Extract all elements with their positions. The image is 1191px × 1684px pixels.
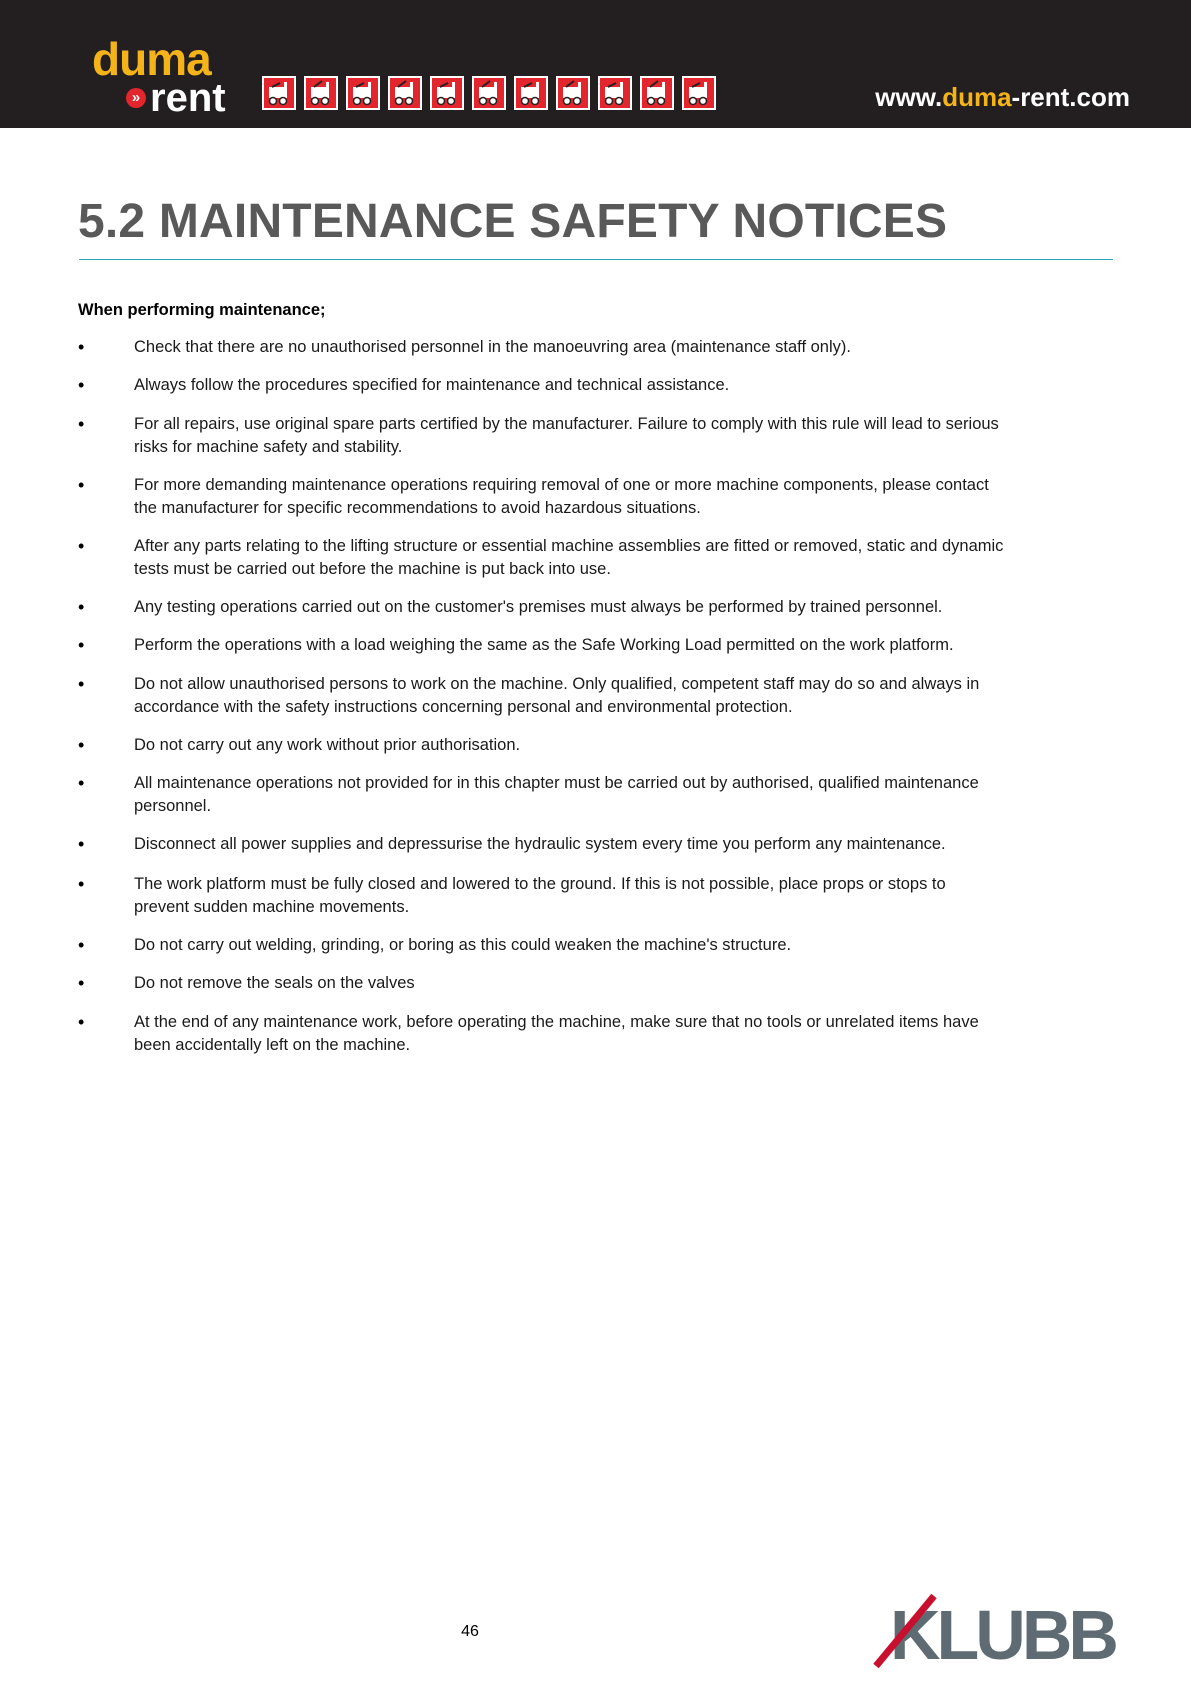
notice-line: the manufacturer for specific recommendations to avoid hazardous situations. <box>134 499 701 517</box>
notice-line: The work platform must be fully closed and lowered to the ground. If this is not possible, place props or stops to <box>134 875 946 893</box>
logo-duma-text: duma <box>92 33 211 85</box>
klubb-slash-icon <box>872 1594 952 1670</box>
logo-rent-row <box>126 78 326 118</box>
notice-line: tests must be carried out before the machine is put back into use. <box>134 560 611 578</box>
notice-text <box>134 634 1114 657</box>
notice-line: For all repairs, use original spare parts certified by the manufacturer. Failure to comply with this rule will lead to serious <box>134 415 999 433</box>
website-prefix: www. <box>875 82 943 112</box>
bullet-icon: • <box>78 773 85 793</box>
forklift-icon <box>262 76 296 110</box>
notice-line: been accidentally left on the machine. <box>134 1036 411 1054</box>
bullet-icon: • <box>78 475 85 495</box>
notice-text <box>134 374 1114 397</box>
bullet-icon: • <box>78 1012 85 1032</box>
logo-chevron-icon: » <box>126 88 146 108</box>
klubb-logo <box>872 1594 1120 1674</box>
notice-line: After any parts relating to the lifting structure or essential machine assemblies are fitted or removed, static and dynamic <box>134 537 1004 555</box>
website-url <box>875 82 1130 112</box>
page-header <box>0 0 1191 128</box>
notice-text <box>134 972 1114 995</box>
notice-text <box>134 772 1114 818</box>
telehandler-icon <box>304 76 338 110</box>
notice-text <box>134 474 1114 520</box>
notice-line: Any testing operations carried out on the customer's premises must always be performed by trained personnel. <box>134 598 943 616</box>
notice-text <box>134 673 1114 719</box>
notice-text <box>134 413 1114 459</box>
bullet-icon: • <box>78 874 85 894</box>
notice-line: personnel. <box>134 797 212 815</box>
notice-line: Check that there are no unauthorised personnel in the manoeuvring area (maintenance staff only). <box>134 338 851 356</box>
notice-line: Disconnect all power supplies and depressurise the hydraulic system every time you perform any maintenance. <box>134 835 946 853</box>
notice-text <box>134 734 1114 757</box>
bullet-icon: • <box>78 674 85 694</box>
page-number: 46 <box>461 1623 479 1640</box>
website-suffix: -rent.com <box>1011 82 1130 112</box>
page-title: 5.2 MAINTENANCE SAFETY NOTICES <box>78 195 948 248</box>
notice-line: Do not remove the seals on the valves <box>134 974 415 992</box>
notice-text <box>134 535 1114 581</box>
notice-line: At the end of any maintenance work, before operating the machine, make sure that no tools or unrelated items have <box>134 1013 979 1031</box>
title-underline <box>79 259 1113 260</box>
notice-text <box>134 1011 1114 1057</box>
bullet-icon: • <box>78 597 85 617</box>
skid-steer-icon <box>430 76 464 110</box>
notice-line: prevent sudden machine movements. <box>134 898 410 916</box>
articulated-boom-icon <box>640 76 674 110</box>
bullet-icon: • <box>78 935 85 955</box>
notice-line: accordance with the safety instructions concerning personal and environmental protection. <box>134 698 793 716</box>
notice-text <box>134 934 1114 957</box>
bullet-icon: • <box>78 834 85 854</box>
website-brand: duma <box>942 82 1012 112</box>
logo-rent-text: rent <box>150 76 226 120</box>
intro-text: When performing maintenance; <box>78 301 326 319</box>
klubb-logo-text: KLUBB <box>890 1596 1115 1674</box>
spider-lift-icon <box>598 76 632 110</box>
notice-line: risks for machine safety and stability. <box>134 438 403 456</box>
bullet-icon: • <box>78 735 85 755</box>
notice-line: All maintenance operations not provided for in this chapter must be carried out by authorised, qualified maintenance <box>134 774 979 792</box>
notice-text <box>134 596 1114 619</box>
notice-line: Do not carry out welding, grinding, or boring as this could weaken the machine's structure. <box>134 936 792 954</box>
bullet-icon: • <box>78 414 85 434</box>
notice-text <box>134 833 1114 856</box>
klubb-slash-line <box>876 1596 934 1666</box>
truck-mounted-lift-icon <box>514 76 548 110</box>
bullet-icon: • <box>78 536 85 556</box>
bullet-icon: • <box>78 973 85 993</box>
trailer-lift-icon <box>682 76 716 110</box>
notice-text <box>134 336 1114 359</box>
notice-line: Always follow the procedures specified for maintenance and technical assistance. <box>134 376 730 394</box>
mini-dumper-icon <box>388 76 422 110</box>
notice-line: Do not allow unauthorised persons to work on the machine. Only qualified, competent staff may do so and always in <box>134 675 980 693</box>
bullet-icon: • <box>78 337 85 357</box>
compact-loader-icon <box>472 76 506 110</box>
notice-line: For more demanding maintenance operations requiring removal of one or more machine components, please contact <box>134 476 989 494</box>
bullet-icon: • <box>78 635 85 655</box>
notice-line: Perform the operations with a load weighing the same as the Safe Working Load permitted on the work platform. <box>134 636 954 654</box>
notice-line: Do not carry out any work without prior authorisation. <box>134 736 521 754</box>
notice-text <box>134 873 1114 919</box>
scissor-lift-icon <box>346 76 380 110</box>
excavator-icon <box>556 76 590 110</box>
bullet-icon: • <box>78 375 85 395</box>
